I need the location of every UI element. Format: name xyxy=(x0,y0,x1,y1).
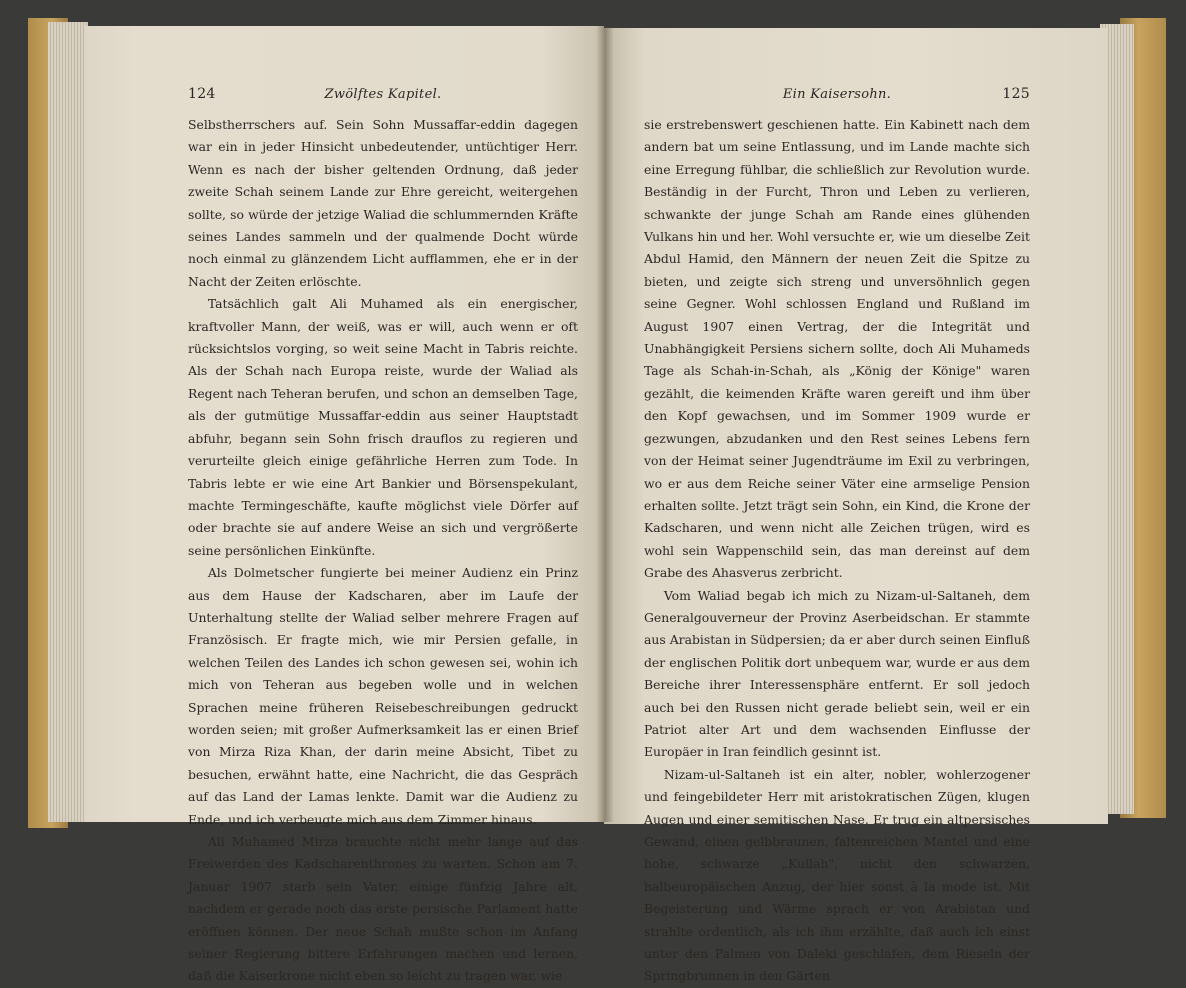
book-gutter xyxy=(596,26,614,822)
left-page-body xyxy=(188,114,578,988)
paragraph: Als Dolmetscher fungierte bei meiner Audienz ein Prinz aus dem Hause der Kadscharen, aber im Laufe der Unterhaltung stellte der Waliad selber mehrere Fragen auf Französisch. Er fragte mich, wie mir Persien gefalle, in welchen Teilen des Landes ich schon gewesen sei, wohin ich mich von Teheran aus begeben wolle und in welchen Sprachen meine früheren Reisebeschreibungen gedruckt worden seien; mit großer Aufmerksamkeit las er einen Brief von Mirza Riza Khan, der darin meine Absicht, Tibet zu besuchen, erwähnt hatte, eine Nachricht, die das Gespräch auf das Land der Lamas lenkte. Damit war die Audienz zu Ende, und ich verbeugte mich aus dem Zimmer hinaus. xyxy=(188,565,578,827)
page-edges-left xyxy=(48,22,88,822)
paragraph: Selbstherrschers auf. Sein Sohn Mussaffar-eddin dagegen war ein in jeder Hinsicht unbedeutender, untüchtiger Herr. Wenn es nach der bisher geltenden Ordnung, daß jeder zweite Schah seinem Lande zur Ehre gereicht, weitergehen sollte, so würde der jetzige Waliad die schlummernden Kräfte seines Landes sammeln und der qualmende Docht würde noch einmal zu glänzendem Licht aufflammen, ehe er in der Nacht der Zeiten erlöschte. xyxy=(188,117,578,289)
paragraph: sie erstrebenswert geschienen hatte. Ein Kabinett nach dem andern bat um seine Entlassung, und im Lande machte sich eine Erregung fühlbar, die schließlich zur Revolution wurde. Beständig in der Furcht, Thron und Leben zu verlieren, schwankte der junge Schah am Rande eines glühenden Vulkans hin und her. Wohl versuchte er, wie um dieselbe Zeit Abdul Hamid, den Männern der neuen Zeit die Spitze zu bieten, und zeigte sich streng und unversöhnlich gegen seine Gegner. Wohl schlossen England und Rußland im August 1907 einen Vertrag, der die Integrität und Unabhängigkeit Persiens sichern sollte, doch Ali Muhameds Tage als Schah-in-Schah, als „König der Könige" waren gezählt, die keimenden Kräfte waren gereift und ihm über den Kopf gewachsen, und im Sommer 1909 wurde er gezwungen, abzudanken und den Rest seines Lebens fern von der Heimat seiner Jugendträume im Exil zu verbringen, wo er aus dem Reiche seiner Väter eine armselige Pension erhalten sollte. Jetzt trägt sein Sohn, ein Kind, die Krone der Kadscharen, und wenn nicht alle Zeichen trügen, wird es wohl sein Wappenschild sein, das man dereinst auf dem Grabe des Ahasverus zerbricht. xyxy=(644,117,1030,581)
running-head: Ein Kaisersohn. xyxy=(782,87,892,102)
right-page xyxy=(604,28,1108,984)
page-number: 125 xyxy=(1002,86,1030,102)
page-number: 124 xyxy=(188,86,216,102)
running-head: Zwölftes Kapitel. xyxy=(324,87,442,102)
paragraph: Tatsächlich galt Ali Muhamed als ein energischer, kraftvoller Mann, der weiß, was er will, auch wenn er oft rücksichtslos vorging, so weit seine Macht in Tabris reichte. Als der Schah nach Europa reiste, wurde der Waliad als Regent nach Teheran berufen, und schon an demselben Tage, als der gutmütige Mussaffar-eddin aus seiner Hauptstadt abfuhr, begann sein Sohn frisch drauflos zu regieren und verurteilte gleich einige gefährliche Herren zum Tode. In Tabris lebte er wie eine Art Bankier und Börsenspekulant, machte Termingeschäfte, kaufte möglichst viele Dörfer auf oder brachte sie auf andere Weise an sich und vergrößerte seine persönlichen Einkünfte. xyxy=(188,296,578,558)
right-page-header xyxy=(644,86,1030,108)
paragraph: Vom Waliad begab ich mich zu Nizam-ul-Saltaneh, dem Generalgouverneur der Provinz Aserbeidschan. Er stammte aus Arabistan in Südpersien; da er aber durch seinen Einfluß der englischen Politik dort unbequem war, wurde er aus dem Bereiche ihrer Interessensphäre entfernt. Er soll jedoch auch bei den Russen nicht gerade beliebt sein, weil er ein Patriot alter Art und dem wachsenden Einflusse der Europäer in Iran feindlich gesinnt ist. xyxy=(644,587,1030,760)
left-page-header xyxy=(188,86,578,108)
right-page-body xyxy=(644,114,1030,988)
left-page xyxy=(84,26,604,984)
paragraph: Ali Muhamed Mirza brauchte nicht mehr lange auf das Freiwerden des Kadscharenthrones zu warten. Schon am 7. Januar 1907 starb sein Vater, einige fünfzig Jahre alt, nachdem er gerade noch das erste persische Parlament hatte eröffnen können. Der neue Schah mußte schon im Anfang seiner Regierung bittere Erfahrungen machen und lernen, daß die Kaiserkrone nicht eben so leicht zu tragen war, wie xyxy=(188,834,578,984)
paragraph: Nizam-ul-Saltaneh ist ein alter, nobler, wohlerzogener und feingebildeter Herr mit aristokratischen Zügen, klugen Augen und einer semitischen Nase. Er trug ein altpersisches Gewand, einen gelbbraunen, faltenreichen Mantel und eine hohe, schwarze „Kullah", nicht den schwarzen, halbeuropäischen Anzug, der hier sonst à la mode ist. Mit Begeisterung und Wärme sprach er von Arabistan und strahlte ordentlich, als ich ihm erzählte, daß auch ich einst unter den Palmen von Daleki geschlafen, dem Rieseln der Springbrunnen in den Gärten xyxy=(644,766,1030,984)
